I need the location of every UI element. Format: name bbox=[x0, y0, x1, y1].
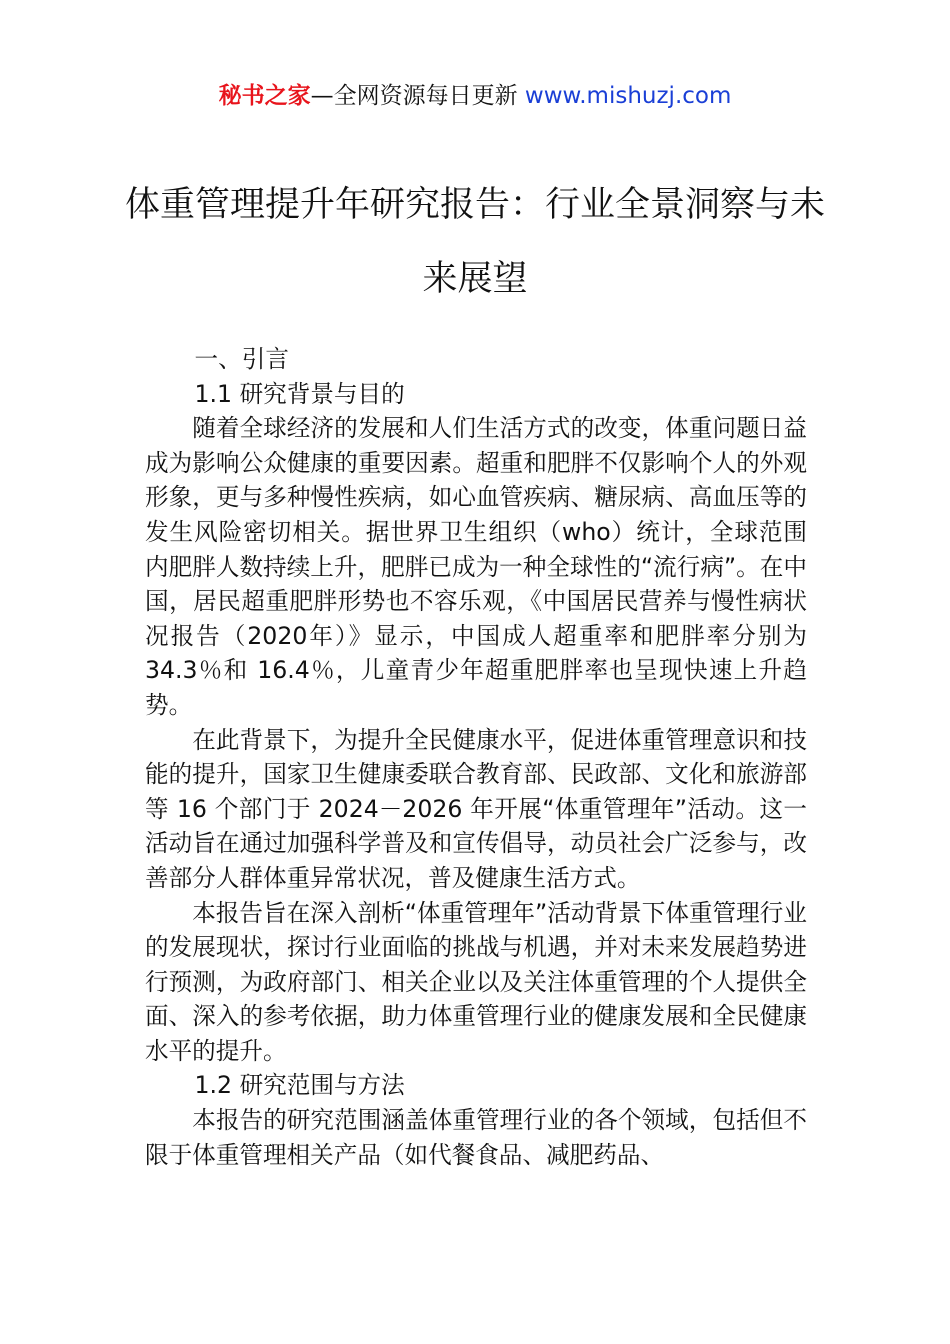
document-title: 体重管理提升年研究报告：行业全景洞察与未来展望 bbox=[124, 185, 825, 299]
paragraph-background-3: 本报告旨在深入剖析“体重管理年”活动背景下体重管理行业的发展现状，探讨行业面临的挑战与机遇，并对未来发展趋势进行预测，为政府部门、相关企业以及关注体重管理的个人提供全面、深入的参考依据，助力体重管理行业的健康发展和全民健康水平的提升。 bbox=[145, 898, 807, 1065]
paragraph-background-2: 在此背景下，为提升全民健康水平，促进体重管理意识和技能的提升，国家卫生健康委联合教育部、民政部、文化和旅游部等 16 个部门于 2024－2026 年开展“体重管理年”活动。这一活动旨在通过加强科学普及和宣传倡导，动员社会广泛参与，改善部分人群体重异常状况，普及健康生活方式。 bbox=[145, 725, 807, 892]
subsection-heading-scope: 1.2 研究范围与方法 bbox=[194, 1071, 405, 1100]
brand-name: 秘书之家 bbox=[218, 83, 311, 109]
site-header bbox=[0, 80, 950, 112]
header-slogan: —全网资源每日更新 bbox=[310, 83, 525, 109]
section-heading-introduction: 一、引言 bbox=[194, 345, 289, 373]
subsection-heading-background: 1.1 研究背景与目的 bbox=[194, 379, 405, 408]
site-url-link[interactable]: www.mishuzj.com bbox=[524, 83, 732, 109]
paragraph-background-1: 随着全球经济的发展和人们生活方式的改变，体重问题日益成为影响公众健康的重要因素。超重和肥胖不仅影响个人的外观形象，更与多种慢性疾病，如心血管疾病、糖尿病、高血压等的发生风险密切相关。据世界卫生组织（who）统计，全球范围内肥胖人数持续上升，肥胖已成为一种全球性的“流行病”。在中国，居民超重肥胖形势也不容乐观，《中国居民营养与慢性病状况报告（2020年）》显示，中国成人超重率和肥胖率分别为 34.3％和 16.4％，儿童青少年超重肥胖率也呈现快速上升趋势。 bbox=[145, 414, 807, 719]
document-body bbox=[145, 342, 807, 1172]
paragraph-scope-1: 本报告的研究范围涵盖体重管理行业的各个领域，包括但不限于体重管理相关产品（如代餐食品、减肥药品、 bbox=[145, 1106, 807, 1169]
